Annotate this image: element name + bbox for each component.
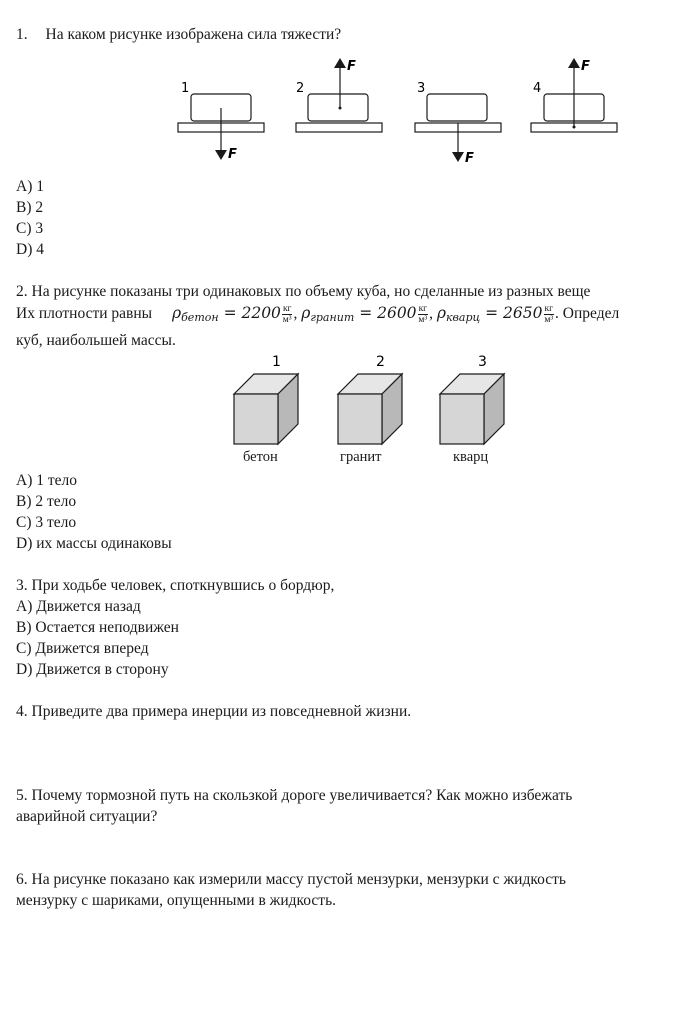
q2-cube-1 xyxy=(234,354,298,444)
q1-force-figure xyxy=(0,50,697,170)
q1-text: На каком рисунке изображена сила тяжести? xyxy=(45,26,342,43)
q1-arrowhead-3 xyxy=(452,152,464,162)
q1-option-d[interactable]: D) 4 xyxy=(16,241,44,258)
q2-unit-3: $\frac{кг}{\text{м³}}$ xyxy=(544,304,554,325)
q1-block-3 xyxy=(427,94,487,121)
q1-figure-3-label: 3 xyxy=(417,81,426,96)
q5-text-line-2: аварийной ситуации? xyxy=(16,808,158,825)
q2-cube-1-number: 1 xyxy=(272,354,281,370)
q1-figure-3 xyxy=(415,81,501,166)
q6-text-line-1: 6. На рисунке показано как измерили массу пустой мензурки, мензурки с жидкость xyxy=(16,871,566,888)
q2-cube-2 xyxy=(338,354,402,444)
q2-cube-2-number: 2 xyxy=(376,354,385,370)
q3-text: 3. При ходьбе человек, споткнувшись о бордюр, xyxy=(16,577,335,594)
q2-text-line-3: куб, наибольшей массы. xyxy=(16,332,176,349)
q5-text-line-1: 5. Почему тормозной путь на скользкой дороге увеличивается? Как можно избежать xyxy=(16,787,573,804)
q2-text-line-1: 2. На рисунке показаны три одинаковых по объему куба, но сделанные из разных веще xyxy=(16,283,591,300)
q3-option-a[interactable]: A) Движется назад xyxy=(16,598,141,615)
q1-option-c[interactable]: C) 3 xyxy=(16,220,44,237)
q2-density-3: ρкварц = 2650 xyxy=(436,304,543,325)
q3-option-b[interactable]: B) Остается неподвижен xyxy=(16,619,179,636)
q2-cube-1-label: бетон xyxy=(243,449,278,465)
q1-figure-2 xyxy=(296,58,382,132)
q2-tail: . Определ xyxy=(555,305,620,323)
q1-force-label-4: F xyxy=(581,59,590,74)
q2-unit-2: $\frac{кг}{\text{м³}}$ xyxy=(418,304,428,325)
q2-cube-3 xyxy=(440,354,504,444)
q1-text-line xyxy=(16,26,341,44)
q2-density-1: ρбетон = 2200 xyxy=(171,304,281,325)
q1-force-label-1: F xyxy=(228,147,237,162)
q2-cube-2-label: гранит xyxy=(340,449,382,465)
q1-block-2 xyxy=(308,94,368,121)
q1-figure-1 xyxy=(178,81,264,162)
q2-unit-1: $\frac{кг}{\text{м³}}$ xyxy=(282,304,292,325)
q2-lead: Их плотности равны xyxy=(16,305,153,323)
q1-figure-2-label: 2 xyxy=(296,81,305,96)
q2-cube-3-label: кварц xyxy=(453,449,489,465)
q2-option-b[interactable]: B) 2 тело xyxy=(16,493,77,510)
q2-option-c[interactable]: C) 3 тело xyxy=(16,514,77,531)
q2-option-d[interactable]: D) их массы одинаковы xyxy=(16,535,172,552)
q2-density-2: ρгранит = 2600 xyxy=(301,304,417,325)
q1-figure-4 xyxy=(531,58,617,132)
q4-text: 4. Приведите два примера инерции из повседневной жизни. xyxy=(16,703,412,720)
q2-option-a[interactable]: A) 1 тело xyxy=(16,472,77,489)
q1-figure-1-label: 1 xyxy=(181,81,190,96)
q1-figure-4-label: 4 xyxy=(533,81,542,96)
q1-option-b[interactable]: B) 2 xyxy=(16,199,44,216)
q1-force-label-3: F xyxy=(465,151,474,166)
q1-option-a[interactable]: A) 1 xyxy=(16,178,44,195)
q6-text-line-2: мензурку с шариками, опущенными в жидкость. xyxy=(16,892,337,909)
q1-force-label-2: F xyxy=(347,59,356,74)
q2-cube-3-number: 3 xyxy=(478,354,487,370)
q1-arrowhead-4 xyxy=(568,58,580,68)
q2-text-line-2: Их плотности равны ρбетон = 2200 $\frac{кг}{\text{м³}}$ , ρгранит = 2600 $\frac{кг}{\text{м³}}$ , ρкварц = 2650 $\frac{кг}{\text{м³}}$ . Определ xyxy=(16,304,620,325)
q1-surface-2 xyxy=(296,123,382,132)
q1-number: 1. xyxy=(16,26,28,43)
q1-arrowhead-1 xyxy=(215,150,227,160)
q3-option-d[interactable]: D) Движется в сторону xyxy=(16,661,169,678)
q1-arrowhead-2 xyxy=(334,58,346,68)
q3-option-c[interactable]: C) Движется вперед xyxy=(16,640,149,657)
